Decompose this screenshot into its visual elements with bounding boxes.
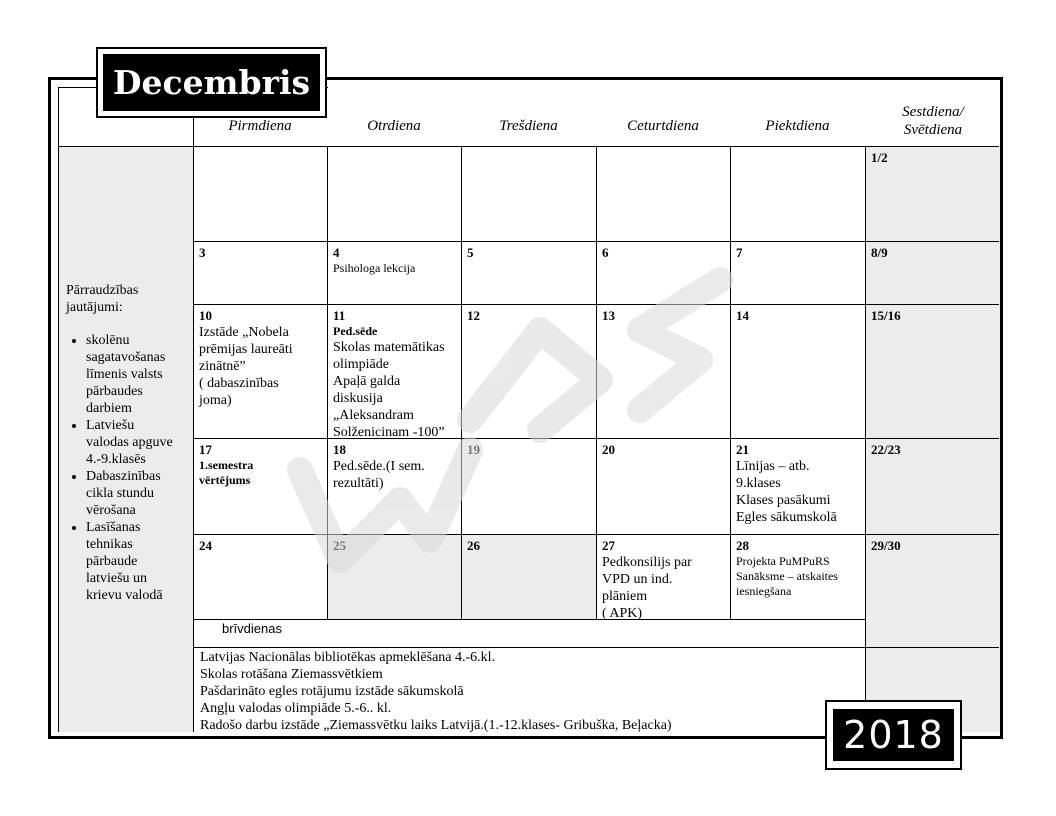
- sidebar-item-line: vērošana: [86, 503, 136, 518]
- day-number: 17: [199, 442, 212, 457]
- sidebar-item-line: cikla stundu: [86, 486, 155, 501]
- event-text: Līnijas – atb.: [736, 459, 810, 474]
- sidebar-item-line: sagatavošanas: [86, 350, 166, 365]
- watermark-p: [470, 330, 600, 430]
- year-box: [825, 700, 962, 770]
- day-number: 15/16: [871, 308, 901, 323]
- watermark-w: [300, 450, 470, 560]
- sidebar-item-line: pārbaudes: [86, 384, 143, 399]
- day-number: 3: [199, 245, 206, 260]
- sidebar-item-line: valodas apguve: [86, 435, 173, 450]
- event-text: olimpiāde: [333, 357, 389, 372]
- day-number: 28: [736, 538, 749, 553]
- event-text: Solženicinam -100”: [333, 425, 445, 440]
- sidebar-heading-line: jautājumi:: [66, 300, 123, 315]
- day-number: 5: [467, 245, 474, 260]
- event-text: ( dabaszinības: [199, 376, 279, 391]
- bottom-note-line: Radošo darbu izstāde „Ziemassvētku laiks Latvijā.(1.-12.klases- Gribuška, Beļacka): [200, 718, 672, 733]
- day-number: 19: [467, 442, 480, 457]
- day-header-friday: Piektdiena: [765, 118, 830, 134]
- day-number: 26: [467, 538, 480, 553]
- event-text: vērtējums: [199, 473, 251, 487]
- event-text: 1.semestra: [199, 458, 254, 472]
- bottom-note-line: Angļu valodas olimpiāde 5.-6.. kl.: [200, 701, 392, 716]
- day-number: 10: [199, 308, 212, 323]
- watermark-s: [640, 280, 720, 410]
- event-text: ( APK): [602, 606, 643, 621]
- event-text: Ped.sēde.(I sem.: [333, 459, 425, 474]
- day-number: 1/2: [871, 150, 888, 165]
- day-number: 8/9: [871, 245, 888, 260]
- event-text: Izstāde „Nobela: [199, 325, 289, 340]
- event-text: Egles sākumskolā: [736, 510, 837, 525]
- event-text: Sanāksme – atskaites: [736, 569, 838, 583]
- sidebar-item-line: latviešu un: [86, 571, 148, 586]
- event-text: VPD un ind.: [602, 572, 673, 587]
- event-text: Psihologa lekcija: [333, 261, 416, 275]
- event-text: Pedkonsilijs par: [602, 555, 692, 570]
- day-number: 21: [736, 442, 749, 457]
- day-number: 20: [602, 442, 615, 457]
- bottom-note-line: Skolas rotāšana Ziemassvētkiem: [200, 667, 383, 682]
- sidebar-item-line: tehnikas: [86, 537, 133, 552]
- sidebar-item-line: • skolēnu: [86, 333, 130, 348]
- day-number: 27: [602, 538, 615, 553]
- day-header-thursday: Ceturtdiena: [627, 118, 699, 134]
- sidebar-item-line: līmenis valsts: [86, 367, 163, 382]
- sidebar-item-line: pārbaude: [86, 554, 138, 569]
- day-number: 13: [602, 308, 615, 323]
- day-header-wednesday: Trešdiena: [499, 118, 558, 134]
- day-number: 12: [467, 308, 480, 323]
- bottom-note-line: Latvijas Nacionālas bibliotēkas apmeklēšana 4.-6.kl.: [200, 650, 496, 665]
- holiday-label: brīvdienas: [222, 621, 282, 636]
- sidebar-heading-line: Pārraudzības: [66, 283, 139, 298]
- event-text: Apaļā galda: [333, 374, 401, 389]
- event-text: rezultāti): [333, 476, 384, 491]
- event-text: Projekta PuMPuRS: [736, 554, 830, 568]
- day-header-monday: Pirmdiena: [228, 118, 292, 134]
- sidebar-item-line: • Dabaszinības: [86, 469, 161, 484]
- day-number: 7: [736, 245, 743, 260]
- day-number: 18: [333, 442, 346, 457]
- event-text: joma): [199, 393, 232, 408]
- year-label: 2018: [833, 709, 954, 761]
- day-number: 4: [333, 245, 340, 260]
- event-text: „Aleksandram: [333, 408, 414, 423]
- month-title: Decembris: [103, 54, 320, 111]
- day-number: 25: [333, 538, 346, 553]
- day-number: 11: [333, 308, 346, 323]
- sidebar-item-line: darbiem: [86, 401, 132, 416]
- day-number: 24: [199, 538, 212, 553]
- event-text: plāniem: [602, 589, 648, 604]
- day-number: 14: [736, 308, 749, 323]
- sidebar-item-line: krievu valodā: [86, 588, 163, 603]
- day-number: 29/30: [871, 538, 901, 553]
- event-text: diskusija: [333, 391, 383, 406]
- bottom-note-line: Pašdarināto egles rotājumu izstāde sākumskolā: [200, 684, 464, 699]
- weekend-header-line: Sestdiena/: [902, 104, 964, 120]
- sidebar-item-line: • Latviešu: [86, 418, 135, 433]
- weekend-header-line: Svētdiena: [903, 122, 963, 138]
- day-number: 22/23: [871, 442, 901, 457]
- day-number: 6: [602, 245, 609, 260]
- event-text: prēmijas laureāti: [199, 342, 293, 357]
- sidebar-item-line: 4.-9.klasēs: [86, 452, 146, 467]
- sidebar-item-line: • Lasīšanas: [86, 520, 141, 535]
- event-text: Ped.sēde: [333, 324, 378, 338]
- event-text: Skolas matemātikas: [333, 340, 445, 355]
- event-text: 9.klases: [736, 476, 781, 491]
- event-text: Klases pasākumi: [736, 493, 831, 508]
- event-text: iesniegšana: [736, 584, 792, 598]
- day-header-tuesday: Otrdiena: [367, 118, 421, 134]
- event-text: zinātnē”: [199, 359, 246, 374]
